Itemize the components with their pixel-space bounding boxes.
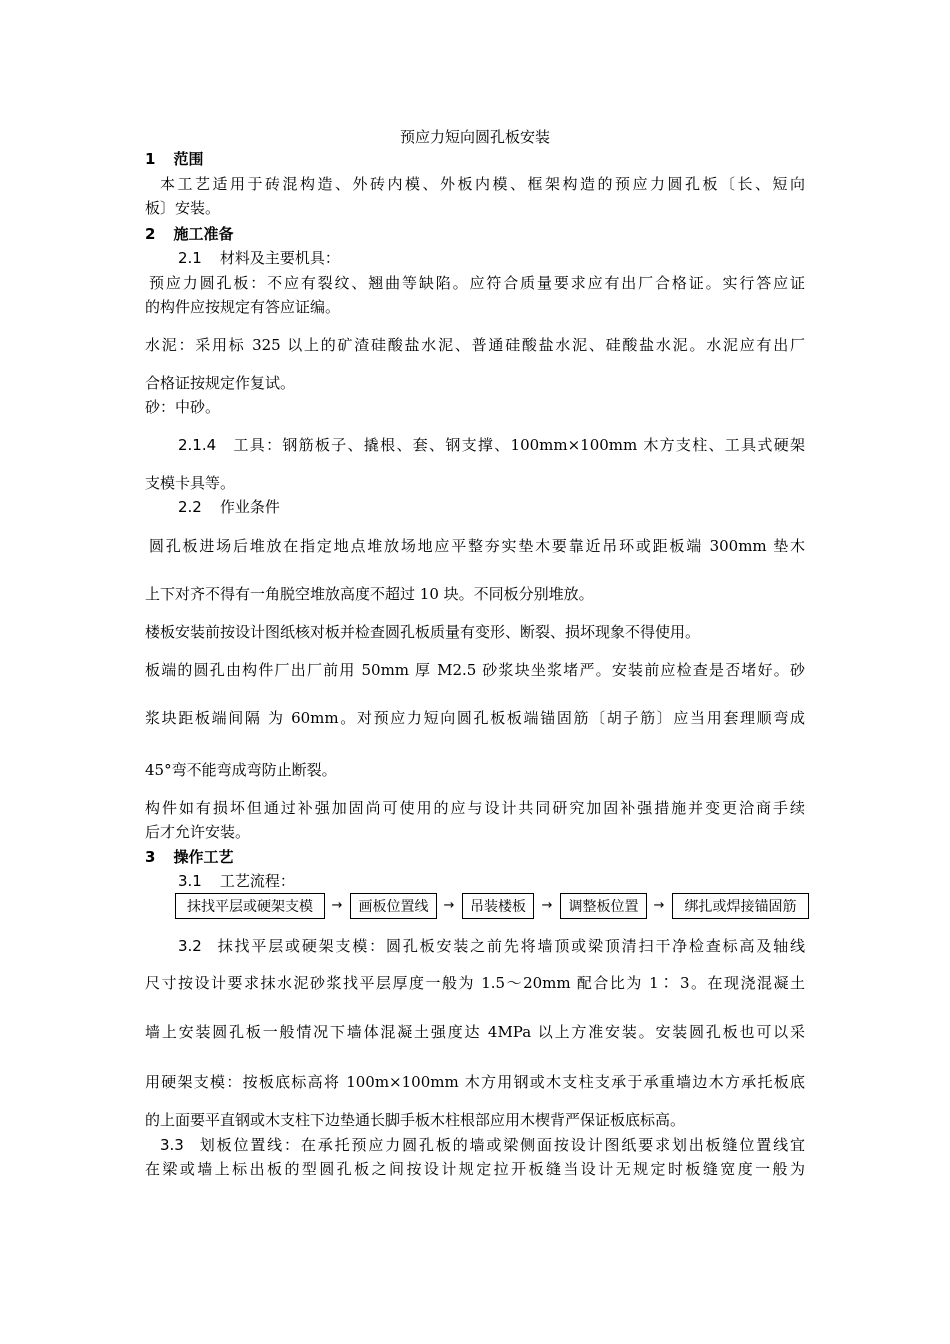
subsection-number: 3.2 bbox=[178, 937, 202, 955]
scope-line-1: 本工艺适用于砖混构造、外砖内模、外板内模、框架构造的预应力圆孔板〔长、短向 bbox=[160, 175, 805, 193]
plug-line-1: 板端的圆孔由构件厂出厂前用 50mm 厚 M2.5 砂浆块坐浆堵严。安装前应检查是否堵好。砂 bbox=[145, 661, 805, 679]
section-number: 1 bbox=[145, 150, 156, 168]
section-2-heading bbox=[145, 224, 233, 244]
leveling-line-5: 的上面要平直钢或木支柱下边垫通长脚手板木柱根部应用木楔背严保证板底标高。 bbox=[145, 1111, 686, 1129]
flow-step-2: 画板位置线 bbox=[350, 893, 437, 919]
section-3-heading bbox=[145, 847, 233, 867]
leveling-line-3: 墙上安装圆孔板一般情况下墙体混凝土强度达 4MPa 以上方准安装。安装圆孔板也可以采 bbox=[145, 1023, 805, 1041]
plug-line-2: 浆块距板端间隔 为 60mm。对预应力短向圆孔板板端锚固筋〔胡子筋〕应当用套理顺弯成 bbox=[145, 709, 805, 727]
subsection-number: 2.1 bbox=[178, 249, 202, 267]
inspection-line: 楼板安装前按设计图纸核对板并检查圆孔板质量有变形、断裂、损坏现象不得使用。 bbox=[145, 623, 701, 641]
flow-arrow-icon: → bbox=[443, 898, 455, 913]
repair-line-2: 后才允许安装。 bbox=[145, 823, 251, 841]
flow-step-5: 绑扎或焊接锚固筋 bbox=[672, 893, 809, 919]
flow-arrow-icon: → bbox=[541, 898, 553, 913]
storage-line-2: 上下对齐不得有一角脱空堆放高度不超过 10 块。不同板分别堆放。 bbox=[145, 585, 594, 603]
section-title: 施工准备 bbox=[173, 225, 234, 243]
section-number: 3 bbox=[145, 848, 156, 866]
cement-line-2: 合格证按规定作复试。 bbox=[145, 374, 296, 392]
flow-arrow-icon: → bbox=[653, 898, 665, 913]
marking-text: 划板位置线：在承托预应力圆孔板的墙或梁侧面按设计图纸要求划出板缝位置线宜 bbox=[197, 1136, 805, 1154]
leveling-line-2: 尺寸按设计要求抹水泥砂浆找平层厚度一般为 1.5～20mm 配合比为 1∶ 3。在现浇混凝土 bbox=[145, 974, 805, 992]
subsection-number: 3.1 bbox=[178, 872, 202, 890]
marking-line-1 bbox=[160, 1135, 805, 1155]
tools-line-1 bbox=[178, 435, 805, 455]
section-title: 范围 bbox=[173, 150, 204, 168]
tools-text: 工具：钢筋板子、撬根、套、钢支撑、100mm×100mm 木方支柱、工具式硬架 bbox=[232, 436, 805, 454]
section-title: 操作工艺 bbox=[173, 848, 234, 866]
subsection-number: 2.1.4 bbox=[178, 436, 217, 454]
slab-line-1: 预应力圆孔板：不应有裂纹、翘曲等缺陷。应符合质量要求应有出厂合格证。实行答应证 bbox=[149, 274, 805, 292]
subsection-2-1 bbox=[178, 248, 340, 268]
subsection-2-2 bbox=[178, 497, 280, 517]
marking-line-2: 在梁或墙上标出板的型圆孔板之间按设计规定拉开板缝当设计无规定时板缝宽度一般为 bbox=[145, 1160, 805, 1178]
scope-line-2: 板〕安装。 bbox=[145, 199, 221, 217]
storage-line-1: 圆孔板进场后堆放在指定地点堆放场地应平整夯实垫木要靠近吊环或距板端 300mm 垫木 bbox=[149, 537, 805, 555]
subsection-text: 材料及主要机具： bbox=[219, 249, 340, 267]
flow-step-1: 抹找平层或硬架支模 bbox=[175, 893, 325, 919]
document-title: 预应力短向圆孔板安装 bbox=[399, 128, 550, 146]
subsection-text: 工艺流程： bbox=[219, 872, 295, 890]
cement-line-1: 水泥：采用标 325 以上的矿渣硅酸盐水泥、普通硅酸盐水泥、硅酸盐水泥。水泥应有出厂 bbox=[145, 336, 805, 354]
leveling-line-1 bbox=[178, 936, 805, 956]
leveling-line-4: 用硬架支模：按板底标高将 100m×100mm 木方用钢或木支柱支承于承重墙边木方承托板底 bbox=[145, 1073, 805, 1091]
subsection-text: 作业条件 bbox=[219, 498, 280, 516]
section-number: 2 bbox=[145, 225, 156, 243]
plug-line-3: 45°弯不能弯成弯防止断裂。 bbox=[145, 761, 337, 779]
sand-line: 砂：中砂。 bbox=[145, 398, 221, 416]
section-1-heading bbox=[145, 149, 203, 169]
subsection-3-1 bbox=[178, 871, 295, 891]
slab-line-2: 的构件应按规定有答应证编。 bbox=[145, 298, 341, 316]
flow-step-3: 吊装楼板 bbox=[462, 893, 534, 919]
leveling-text: 抹找平层或硬架支模：圆孔板安装之前先将墙顶或梁顶清扫干净检查标高及轴线 bbox=[215, 937, 805, 955]
repair-line-1: 构件如有损坏但通过补强加固尚可使用的应与设计共同研究加固补强措施并变更洽商手续 bbox=[145, 799, 805, 817]
tools-line-2: 支模卡具等。 bbox=[145, 474, 236, 492]
subsection-number: 3.3 bbox=[160, 1136, 184, 1154]
flow-step-4: 调整板位置 bbox=[560, 893, 647, 919]
subsection-number: 2.2 bbox=[178, 498, 202, 516]
flow-arrow-icon: → bbox=[331, 898, 343, 913]
